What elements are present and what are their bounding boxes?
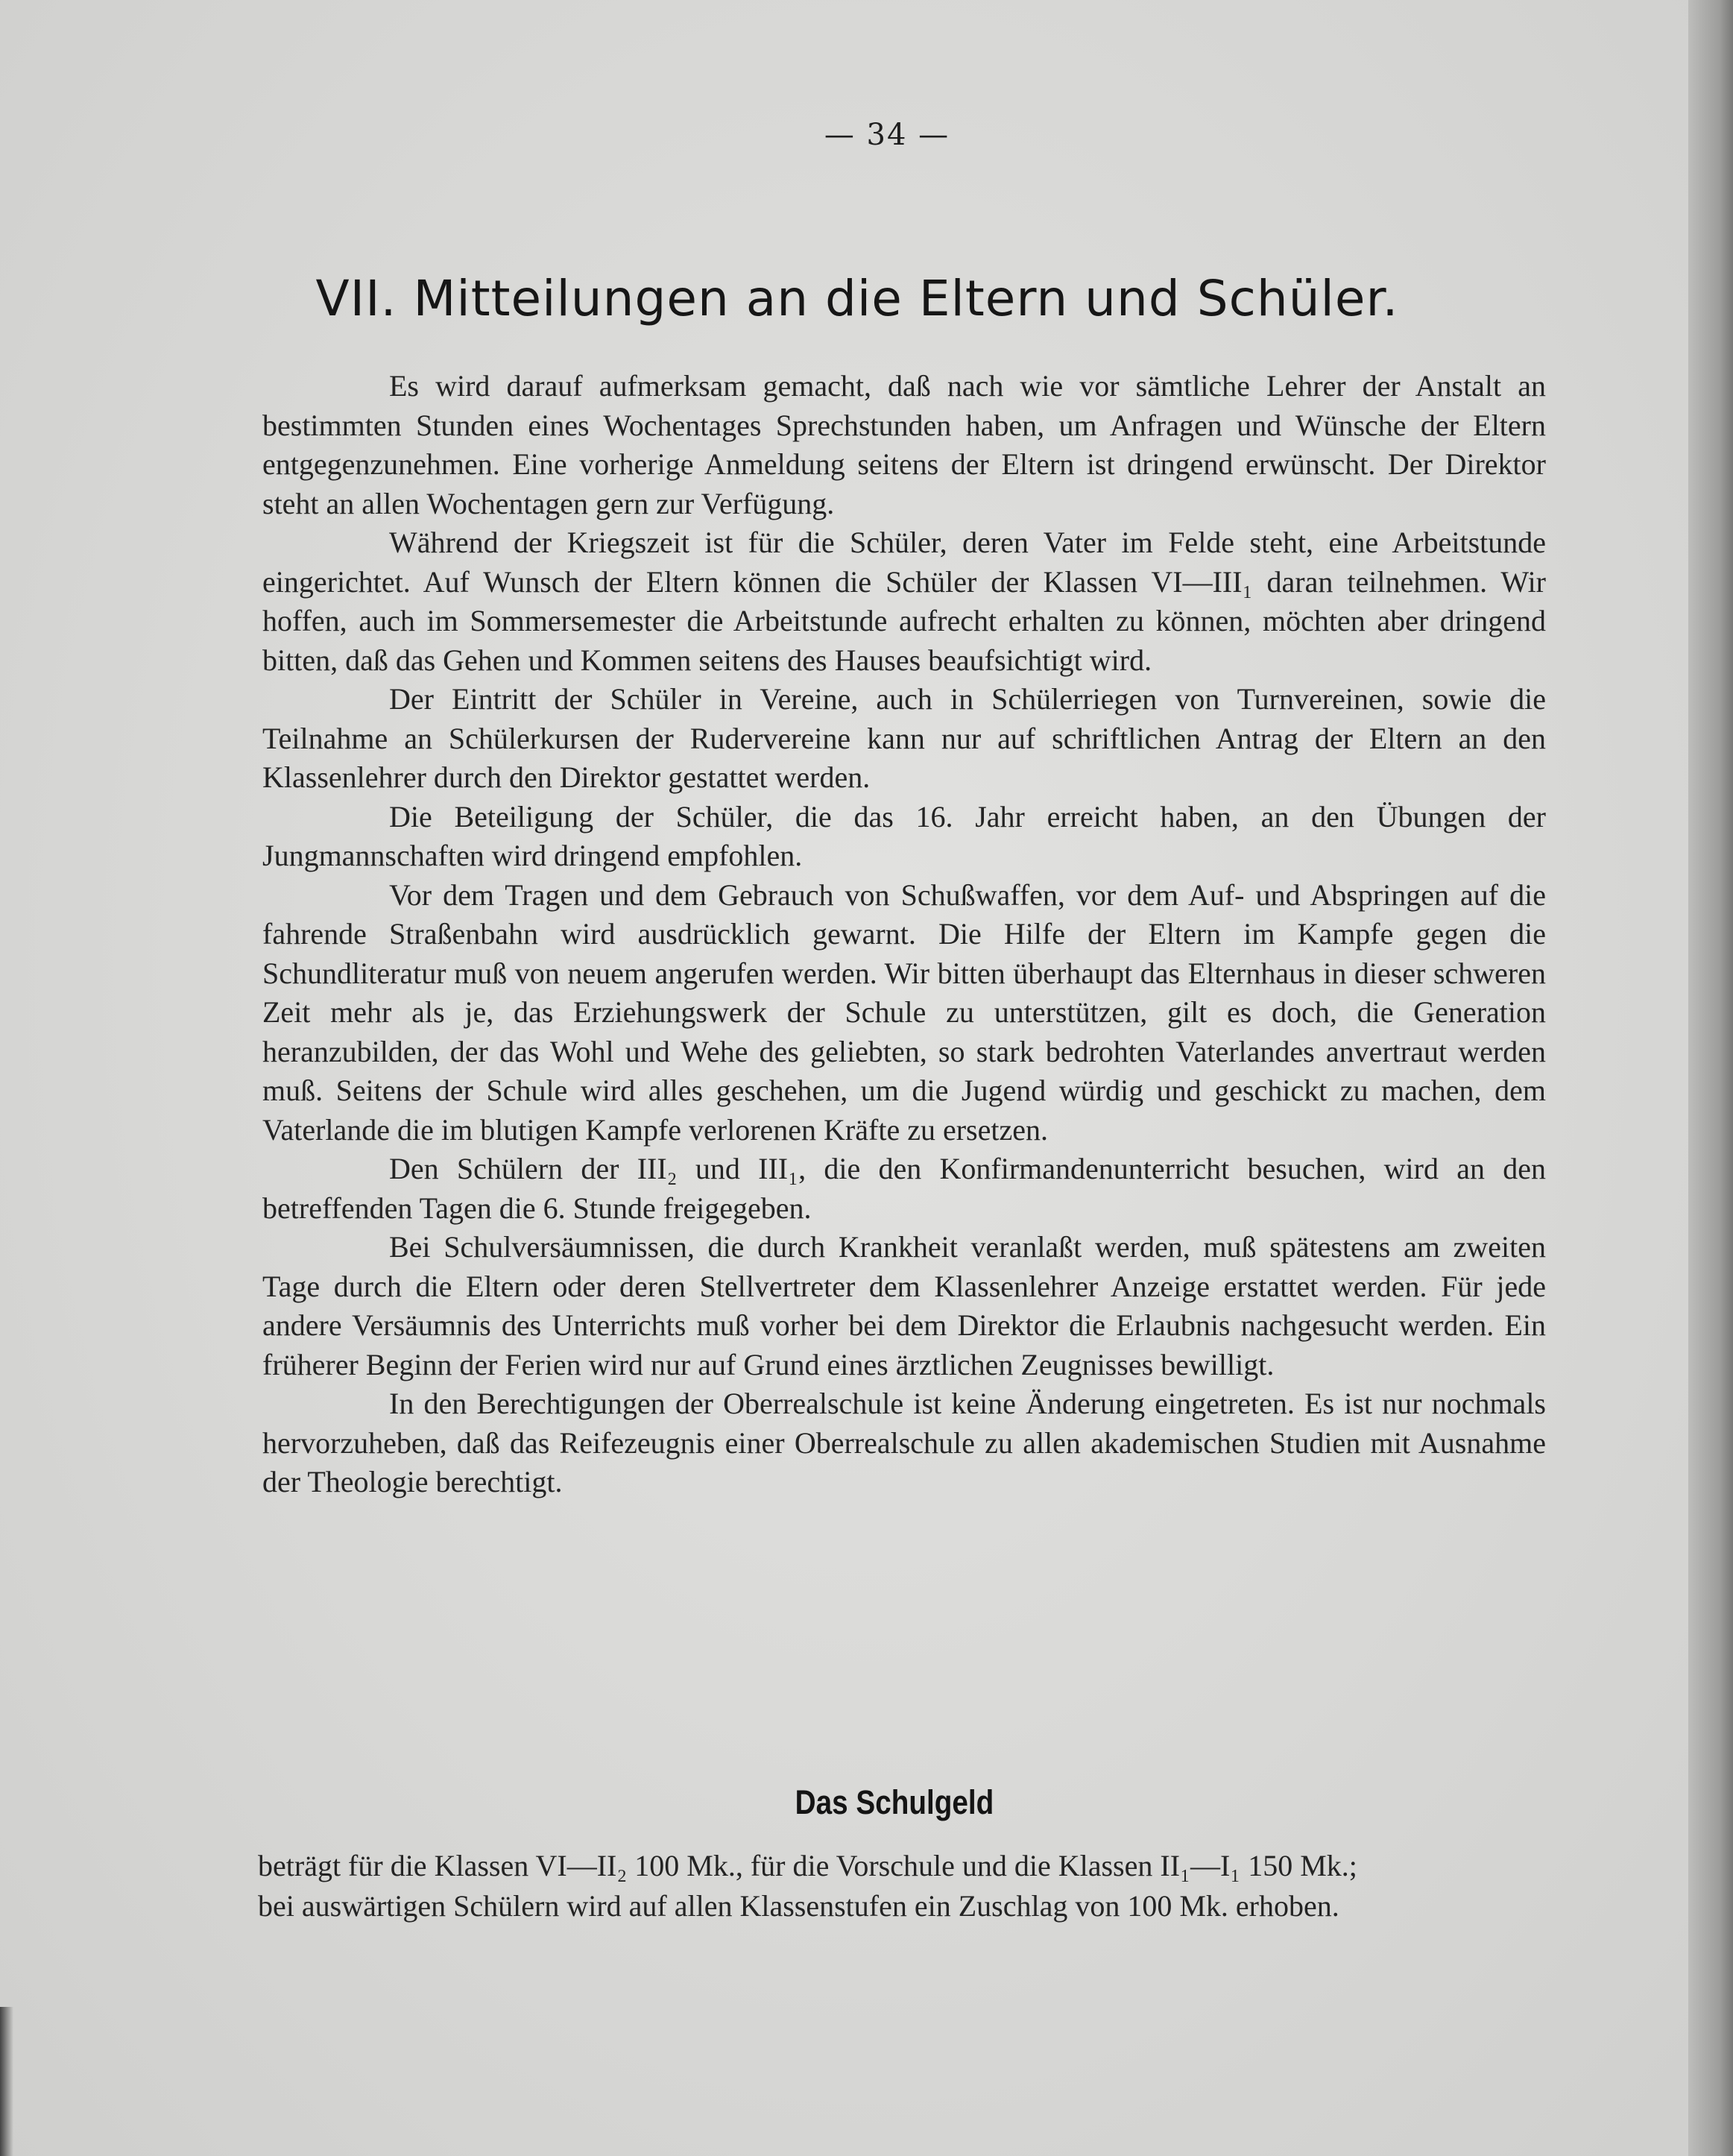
paragraph-berechtigungen: In den Berechtigungen der Oberrealschule ist keine Änderung eingetreten. Es ist nur nochmals hervorzuheben, daß das Reifezeugnis einer Oberrealschule zu allen akademischen Studien mit Ausnahme der Theologie berechtigt.	[262, 1387, 1546, 1498]
paragraph-arbeitstunde: Während der Kriegszeit ist für die Schüler, deren Vater im Felde steht, eine Arbeitstunde eingerichtet. Auf Wunsch der Eltern können die Schüler der Klassen VI—III₁ daran teilnehmen. Wir hoffen, auch im Sommersemester die Arbeitstunde aufrecht erhalten zu können, möchten aber dringend bitten, daß das Gehen und Kommen seitens des Hauses beaufsichtigt wird.	[262, 526, 1546, 677]
paragraph-vereine: Der Eintritt der Schüler in Vereine, auch in Schülerriegen von Turnvereinen, sowie die Teilnahme an Schülerkursen der Rudervereine kann nur auf schriftlichen Antrag der Eltern an den Klassenlehrer durch den Direktor gestattet werden.	[262, 682, 1546, 794]
section-title-schulgeld: Das Schulgeld	[795, 1783, 994, 1821]
page-corner-shadow	[0, 2007, 13, 2156]
schulgeld-text	[258, 1846, 1547, 1926]
paragraph-schulversaeumnisse: Bei Schulversäumnissen, die durch Krankheit veranlaßt werden, muß spätestens am zweiten Tage durch die Eltern oder deren Stellvertreter dem Klassenlehrer Anzeige erstattet werden. Für jede andere Versäumnis des Unterrichts muß vorher bei dem Direktor die Erlaubnis nachgesucht werden. Ein früherer Beginn der Ferien wird nur auf Grund eines ärztlichen Zeugnisses bewilligt.	[262, 1230, 1546, 1381]
body-text	[262, 367, 1546, 1502]
paragraph-sprechstunden: Es wird darauf aufmerksam gemacht, daß nach wie vor sämtliche Lehrer der Anstalt an bestimmten Stunden eines Wochentages Sprechstunden haben, um Anfragen und Wünsche der Eltern entgegenzunehmen. Eine vorherige Anmeldung seitens der Eltern ist dringend erwünscht. Der Direktor steht an allen Wochentagen gern zur Verfügung.	[262, 369, 1546, 520]
chapter-title: VII. Mitteilungen an die Eltern und Schüler.	[315, 270, 1399, 327]
paragraph-warnungen: Vor dem Tragen und dem Gebrauch von Schußwaffen, vor dem Auf- und Abspringen auf die fahrende Straßenbahn wird ausdrücklich gewarnt. Die Hilfe der Eltern im Kampfe gegen die Schundliteratur muß von neuem angerufen werden. Wir bitten überhaupt das Elternhaus in dieser schweren Zeit mehr als je, das Erziehungswerk der Schule zu unterstützen, gilt es doch, die Generation heranzubilden, der das Wohl und Wehe des geliebten, so stark bedrohten Vaterlandes anvertraut werden muß. Seitens der Schule wird alles geschehen, um die Jugend würdig und geschickt zu machen, dem Vaterlande die im blutigen Kampfe verlorenen Kräfte zu ersetzen.	[262, 877, 1546, 1147]
paragraph-konfirmanden: Den Schülern der III₂ und III₁, die den Konfirmandenunterricht besuchen, wird an den betreffenden Tagen die 6. Stunde freigegeben.	[262, 1152, 1546, 1225]
schulgeld-line-2: bei auswärtigen Schülern wird auf allen Klassenstufen ein Zuschlag von 100 Mk. erhoben.	[258, 1889, 1339, 1923]
page-number: — 34 —	[824, 118, 950, 152]
page-edge-shadow	[1688, 0, 1733, 2156]
schulgeld-line-1: beträgt für die Klassen VI—II₂ 100 Mk., für die Vorschule und die Klassen II₁—I₁ 150 Mk.;	[258, 1849, 1357, 1882]
paragraph-jungmannschaften: Die Beteiligung der Schüler, die das 16. Jahr erreicht haben, an den Übungen der Jungmannschaften wird dringend empfohlen.	[262, 799, 1546, 872]
